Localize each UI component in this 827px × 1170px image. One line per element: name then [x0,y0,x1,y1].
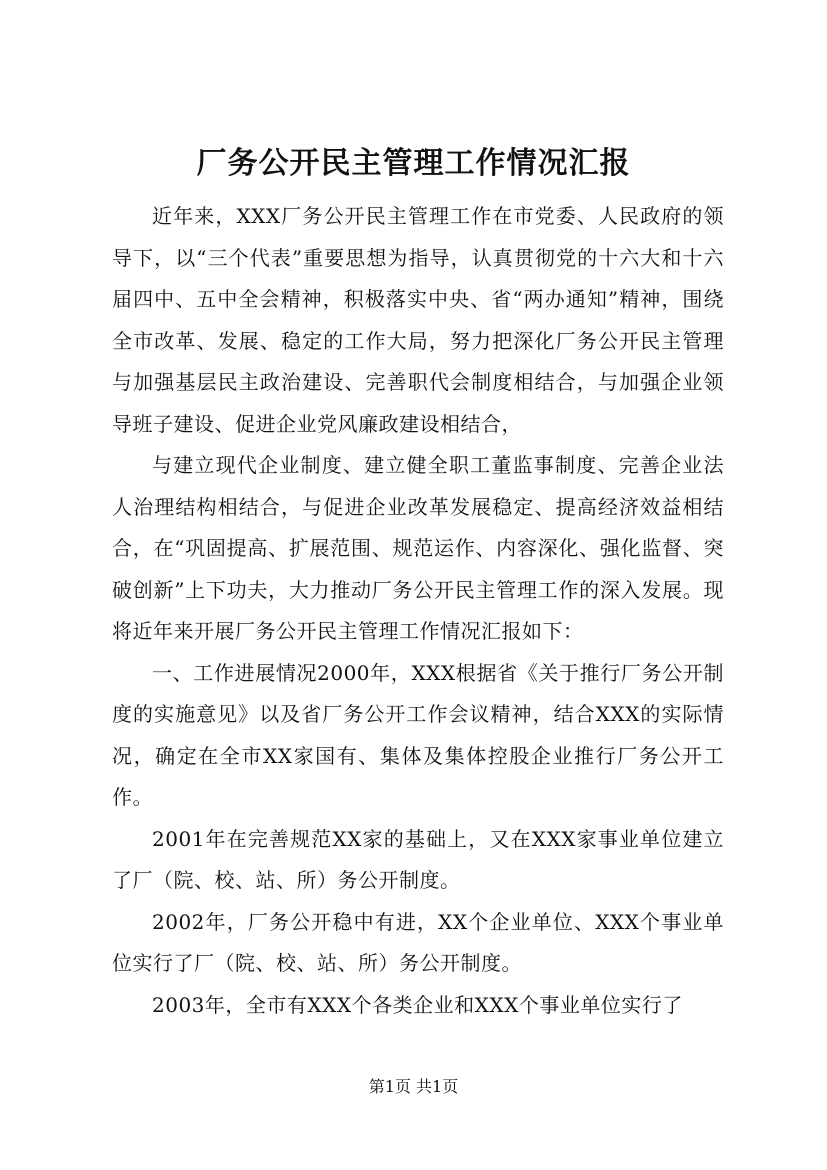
paragraph: 近年来，XXX厂务公开民主管理工作在市党委、人民政府的领导下，以“三个代表”重要思想为指导，认真贯彻党的十六大和十六届四中、五中全会精神，积极落实中央、省“两办通知”精神，围绕全市改革、发展、稳定的工作大局，努力把深化厂务公开民主管理与加强基层民主政治建设、完善职代会制度相结合，与加强企业领导班子建设、促进企业党风廉政建设相结合， [112,204,724,436]
paragraph: 2002年，厂务公开稳中有进，XX个企业单位、XXX个事业单位实行了厂（院、校、站、所）务公开制度。 [112,909,724,975]
paragraph: 与建立现代企业制度、建立健全职工董监事制度、完善企业法人治理结构相结合，与促进企业改革发展稳定、提高经济效益相结合，在“巩固提高、扩展范围、规范运作、内容深化、强化监督、突破创新”上下功夫，大力推动厂务公开民主管理工作的深入发展。现将近年来开展厂务公开民主管理工作情况汇报如下： [112,453,724,643]
paragraph: 2001年在完善规范XX家的基础上，又在XXX家事业单位建立了厂（院、校、站、所）务公开制度。 [112,826,724,892]
paragraph: 2003年，全市有XXX个各类企业和XXX个事业单位实行了 [152,992,683,1017]
document-title: 厂务公开民主管理工作情况汇报 [196,146,631,181]
paragraph: 一、工作进展情况2000年，XXX根据省《关于推行厂务公开制度的实施意见》以及省厂务公开工作会议精神，结合XXX的实际情况，确定在全市XX家国有、集体及集体控股企业推行厂务公开工作。 [112,660,724,809]
page-footer: 第1页 共1页 [368,1077,459,1096]
document-body [112,196,724,1026]
